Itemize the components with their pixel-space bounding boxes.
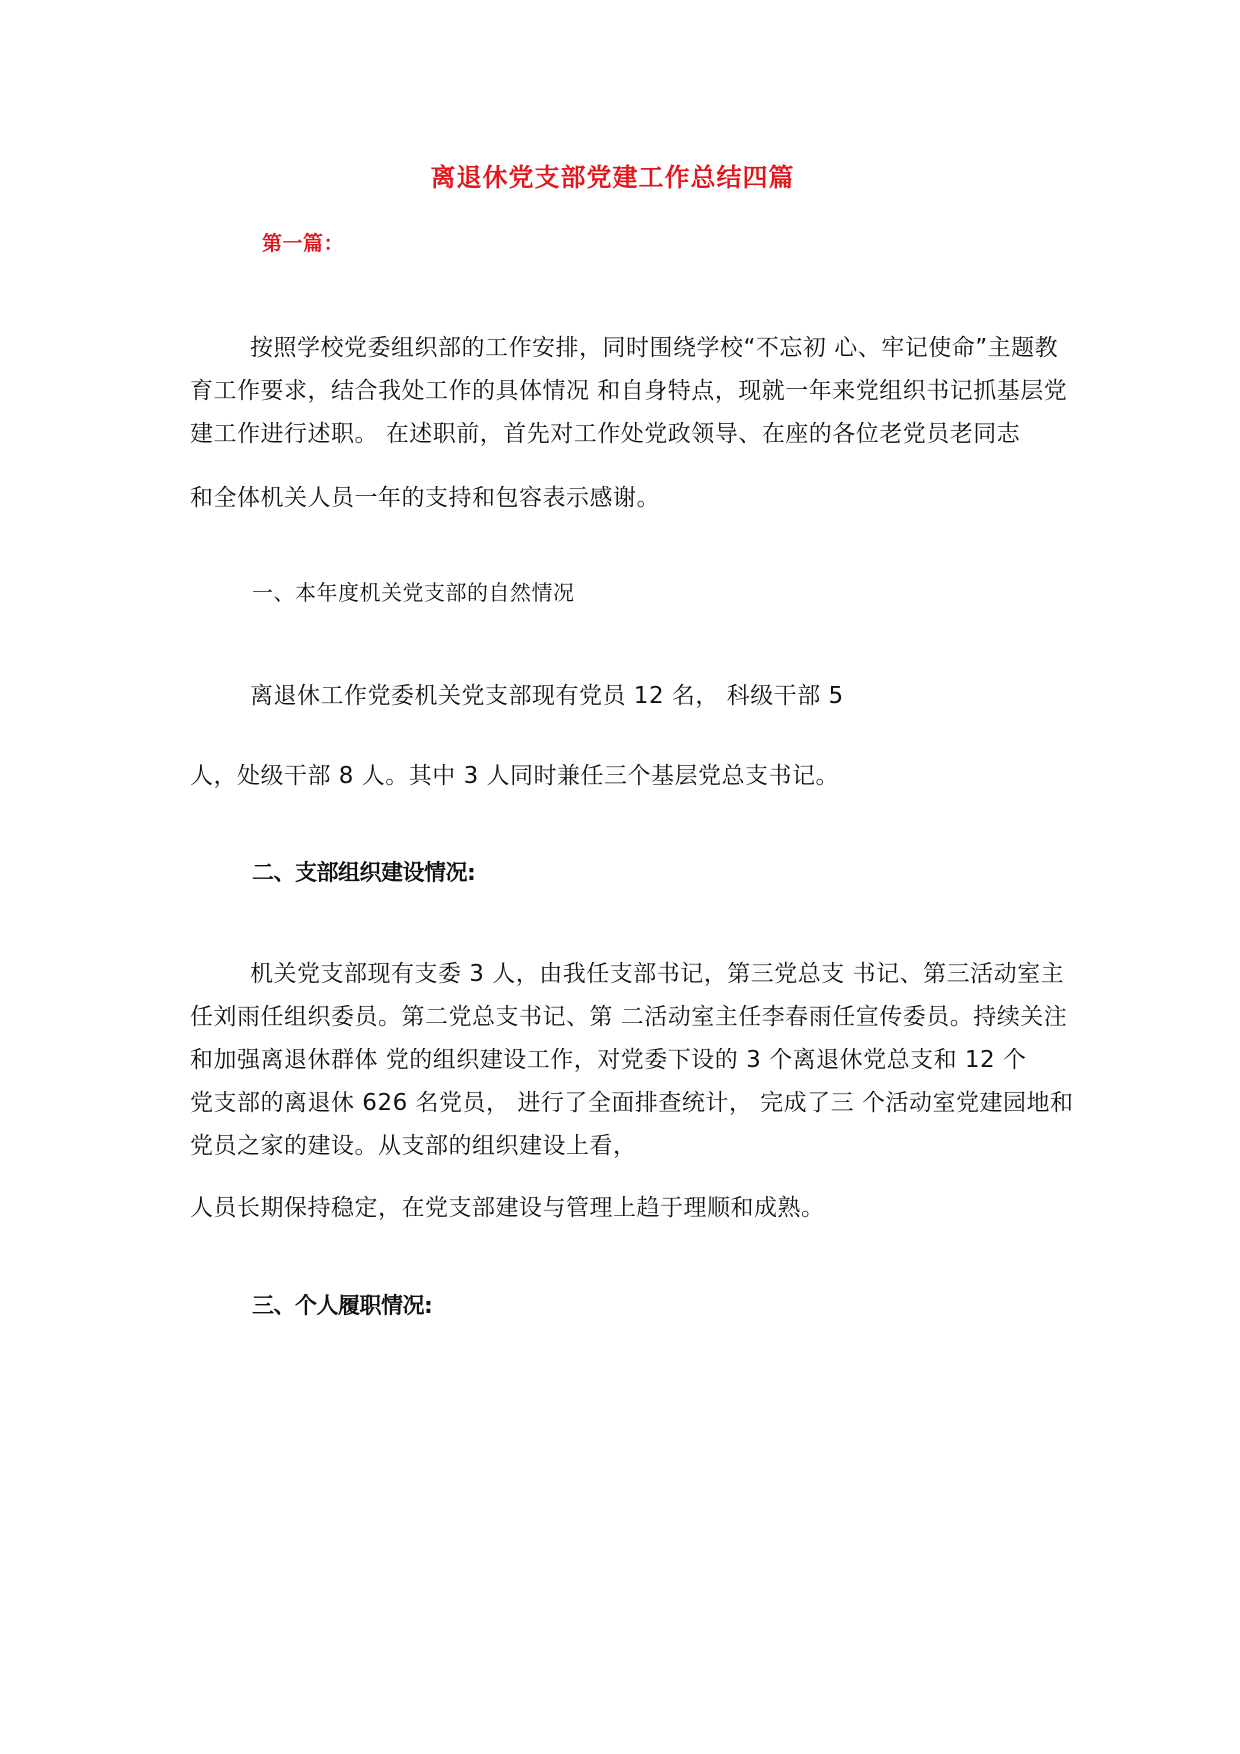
paragraph-line: 机关党支部现有支委 3 人，由我任支部书记，第三党总支 书记、第三活动室主 [250, 961, 1065, 987]
paragraph-line: 党员之家的建设。从支部的组织建设上看， [190, 1133, 637, 1159]
paragraph-line: 按照学校党委组织部的工作安排，同时围绕学校“不忘初 心、牢记使命”主题教 [250, 335, 1059, 361]
section-heading: 二、支部组织建设情况: [252, 861, 476, 886]
paragraph-line: 育工作要求，结合我处工作的具体情况 和自身特点，现就一年来党组织书记抓基层党 [190, 378, 1068, 404]
paragraph-line: 党支部的离退休 626 名党员， 进行了全面排查统计， 完成了三 个活动室党建园地和 [190, 1090, 1074, 1116]
part-label: 第一篇： [262, 231, 344, 255]
section-heading: 一、本年度机关党支部的自然情况 [252, 581, 575, 605]
document-title: 离退休党支部党建工作总结四篇 [430, 163, 795, 192]
section-heading: 三、个人履职情况: [252, 1294, 433, 1319]
paragraph-line: 建工作进行述职。 在述职前，首先对工作处党政领导、在座的各位老党员老同志 [190, 421, 1021, 447]
paragraph-line: 离退休工作党委机关党支部现有党员 12 名， 科级干部 5 [250, 683, 844, 709]
paragraph-line: 和加强离退休群体 党的组织建设工作，对党委下设的 3 个离退休党总支和 12 个 [190, 1047, 1027, 1073]
paragraph-line: 人员长期保持稳定，在党支部建设与管理上趋于理顺和成熟。 [190, 1195, 825, 1221]
paragraph-line: 和全体机关人员一年的支持和包容表示感谢。 [190, 485, 660, 511]
paragraph-line: 人，处级干部 8 人。其中 3 人同时兼任三个基层党总支书记。 [190, 763, 840, 789]
paragraph-line: 任刘雨任组织委员。第二党总支书记、第 二活动室主任李春雨任宣传委员。持续关注 [190, 1004, 1068, 1030]
